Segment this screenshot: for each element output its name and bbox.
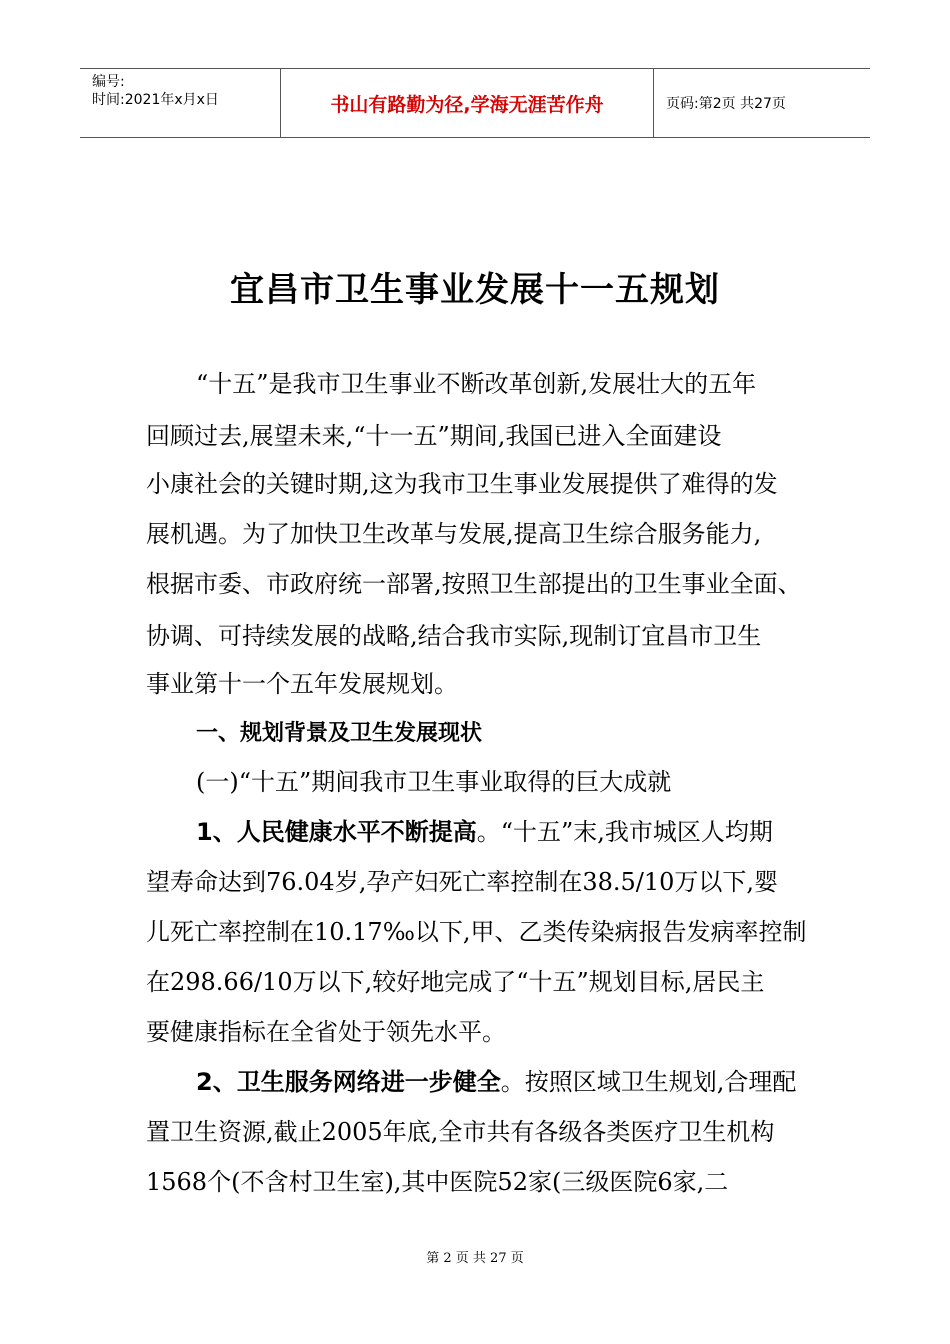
item1-first-line-rest: 。“十五”末,我市城区人均期 bbox=[476, 818, 773, 846]
document-title: 宜昌市卫生事业发展十一五规划 bbox=[230, 270, 720, 310]
item2-line-3: 1568个(不含村卫生室),其中医院52家(三级医院6家,二 bbox=[146, 1168, 729, 1196]
item2-first-line bbox=[196, 1066, 796, 1098]
item1-first-line bbox=[196, 816, 773, 848]
intro-line-6: 协调、可持续发展的战略,结合我市实际,现制订宜昌市卫生 bbox=[146, 622, 762, 650]
intro-line-5: 根据市委、市政府统一部署,按照卫生部提出的卫生事业全面、 bbox=[146, 570, 802, 598]
intro-line-3: 小康社会的关键时期,这为我市卫生事业发展提供了难得的发 bbox=[146, 470, 778, 498]
number-label: 编号: bbox=[92, 74, 125, 90]
item2-heading: 2、卫生服务网络进一步健全 bbox=[196, 1068, 501, 1096]
header-motto: 书山有路勤为径,学海无涯苦作舟 bbox=[281, 69, 654, 137]
header-meta-cell bbox=[80, 69, 281, 137]
subsection1-heading: (一)“十五”期间我市卫生事业取得的巨大成就 bbox=[196, 768, 672, 796]
header-page-code: 页码:第2页 共27页 bbox=[666, 96, 786, 112]
intro-line-4: 展机遇。为了加快卫生改革与发展,提高卫生综合服务能力, bbox=[146, 520, 762, 548]
intro-line-7: 事业第十一个五年发展规划。 bbox=[146, 670, 458, 698]
document-header bbox=[80, 68, 870, 138]
item1-line-4: 在298.66/10万以下,较好地完成了“十五”规划目标,居民主 bbox=[146, 968, 765, 996]
intro-line-2: 回顾过去,展望未来,“十一五”期间,我国已进入全面建设 bbox=[146, 422, 722, 450]
intro-line-1: “十五”是我市卫生事业不断改革创新,发展壮大的五年 bbox=[196, 370, 757, 398]
item1-heading: 1、人民健康水平不断提高 bbox=[196, 818, 477, 846]
item2-line-2: 置卫生资源,截止2005年底,全市共有各级各类医疗卫生机构 bbox=[146, 1118, 775, 1146]
date-label: 时间:2021年x月x日 bbox=[92, 92, 219, 108]
item2-first-line-rest: 。按照区域卫生规划,合理配 bbox=[500, 1068, 797, 1096]
section1-heading: 一、规划背景及卫生发展现状 bbox=[196, 721, 483, 746]
item1-line-5: 要健康指标在全省处于领先水平。 bbox=[146, 1018, 506, 1046]
item1-line-3: 儿死亡率控制在10.17‰以下,甲、乙类传染病报告发病率控制 bbox=[146, 918, 807, 946]
item1-line-2: 望寿命达到76.04岁,孕产妇死亡率控制在38.5/10万以下,婴 bbox=[146, 868, 779, 896]
page-footer: 第 2 页 共 27 页 bbox=[426, 1251, 524, 1266]
